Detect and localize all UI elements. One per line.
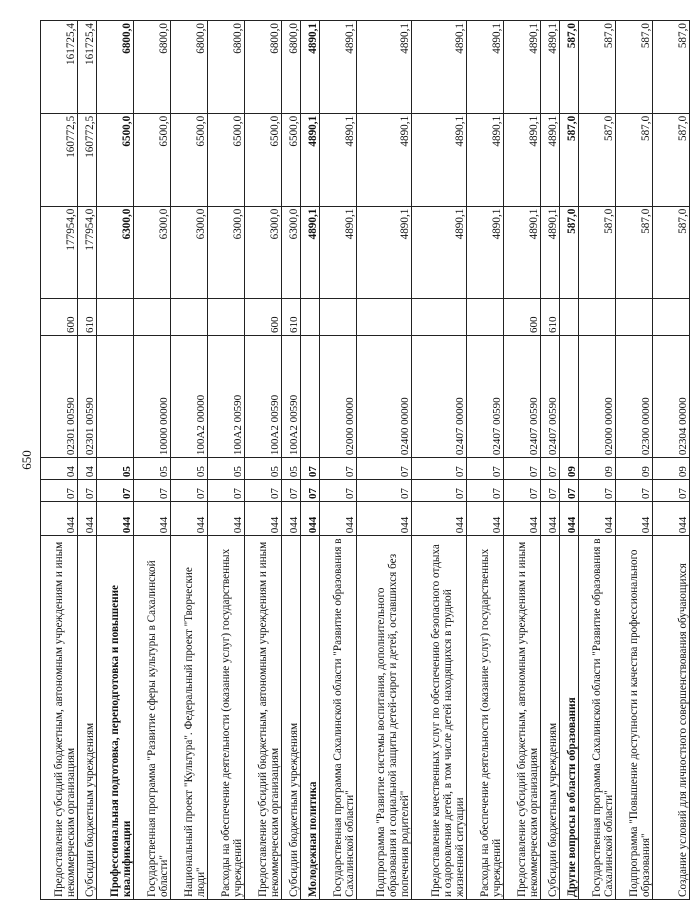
amount-year3-cell: 4890,1 bbox=[412, 21, 467, 114]
amount-year2-cell: 6500,0 bbox=[134, 113, 171, 206]
amount-year2-cell: 4890,1 bbox=[541, 113, 560, 206]
amount-year2-cell: 160772,5 bbox=[78, 113, 97, 206]
section-code-cell: 07 bbox=[208, 480, 245, 502]
amount-year3-cell: 161725,4 bbox=[41, 21, 78, 114]
table-row bbox=[208, 21, 245, 900]
target-article-cell: 02300 00000 bbox=[616, 336, 653, 458]
amount-year2-cell: 160772,5 bbox=[41, 113, 78, 206]
amount-year3-cell: 4890,1 bbox=[467, 21, 504, 114]
target-article-cell: 02301 00590 bbox=[78, 336, 97, 458]
target-article-cell: 02407 00590 bbox=[467, 336, 504, 458]
subsection-code-cell: 09 bbox=[616, 458, 653, 480]
expense-type-cell bbox=[171, 299, 208, 336]
section-code-cell: 07 bbox=[412, 480, 467, 502]
amount-year1-cell: 4890,1 bbox=[504, 206, 541, 299]
amount-year3-cell: 161725,4 bbox=[78, 21, 97, 114]
expense-type-cell bbox=[616, 299, 653, 336]
subsection-code-cell: 05 bbox=[245, 458, 282, 480]
amount-year3-cell: 4890,1 bbox=[320, 21, 357, 114]
amount-year3-cell: 587,0 bbox=[653, 21, 690, 114]
expense-type-cell: 610 bbox=[282, 299, 301, 336]
row-name-cell: Предоставление субсидий бюджетным, автономным учреждениям и иным некоммерческим организациям bbox=[245, 536, 282, 900]
row-name-cell: Создание условий для личностного совершенствования обучающихся bbox=[653, 536, 690, 900]
ministry-code-cell: 044 bbox=[208, 502, 245, 536]
budget-table-body bbox=[41, 21, 690, 900]
ministry-code-cell: 044 bbox=[245, 502, 282, 536]
amount-year2-cell: 587,0 bbox=[560, 113, 579, 206]
section-code-cell: 07 bbox=[171, 480, 208, 502]
subsection-code-cell: 09 bbox=[579, 458, 616, 480]
amount-year2-cell: 4890,1 bbox=[301, 113, 320, 206]
table-row bbox=[97, 21, 134, 900]
ministry-code-cell: 044 bbox=[653, 502, 690, 536]
row-name-cell: Профессиональная подготовка, переподготовка и повышение квалификации bbox=[97, 536, 134, 900]
table-row bbox=[560, 21, 579, 900]
subsection-code-cell: 05 bbox=[282, 458, 301, 480]
expense-type-cell bbox=[412, 299, 467, 336]
expense-type-cell: 600 bbox=[504, 299, 541, 336]
amount-year1-cell: 6300,0 bbox=[282, 206, 301, 299]
row-name-cell: Предоставление качественных услуг по обеспечению безопасного отдыха и оздоровления детей, в том числе детей находящихся в трудной жизненной ситуации bbox=[412, 536, 467, 900]
expense-type-cell: 610 bbox=[541, 299, 560, 336]
table-row bbox=[579, 21, 616, 900]
expense-type-cell bbox=[97, 299, 134, 336]
subsection-code-cell: 07 bbox=[504, 458, 541, 480]
section-code-cell: 07 bbox=[616, 480, 653, 502]
ministry-code-cell: 044 bbox=[467, 502, 504, 536]
target-article-cell: 100А2 00590 bbox=[282, 336, 301, 458]
ministry-code-cell: 044 bbox=[282, 502, 301, 536]
table-row bbox=[541, 21, 560, 900]
subsection-code-cell: 07 bbox=[541, 458, 560, 480]
target-article-cell: 100А2 00590 bbox=[208, 336, 245, 458]
amount-year2-cell: 587,0 bbox=[579, 113, 616, 206]
amount-year2-cell: 587,0 bbox=[616, 113, 653, 206]
amount-year3-cell: 6800,0 bbox=[208, 21, 245, 114]
target-article-cell: 02000 00000 bbox=[320, 336, 357, 458]
section-code-cell: 07 bbox=[467, 480, 504, 502]
expense-type-cell: 600 bbox=[245, 299, 282, 336]
target-article-cell: 02407 00000 bbox=[412, 336, 467, 458]
section-code-cell: 07 bbox=[301, 480, 320, 502]
row-name-cell: Другие вопросы в области образования bbox=[560, 536, 579, 900]
amount-year1-cell: 6300,0 bbox=[171, 206, 208, 299]
amount-year1-cell: 6300,0 bbox=[134, 206, 171, 299]
ministry-code-cell: 044 bbox=[560, 502, 579, 536]
amount-year3-cell: 6800,0 bbox=[97, 21, 134, 114]
target-article-cell: 02304 00000 bbox=[653, 336, 690, 458]
row-name-cell: Предоставление субсидий бюджетным, автономным учреждениям и иным некоммерческим организациям bbox=[41, 536, 78, 900]
amount-year1-cell: 587,0 bbox=[616, 206, 653, 299]
table-row bbox=[412, 21, 467, 900]
subsection-code-cell: 05 bbox=[171, 458, 208, 480]
ministry-code-cell: 044 bbox=[171, 502, 208, 536]
amount-year3-cell: 4890,1 bbox=[357, 21, 412, 114]
expense-type-cell bbox=[320, 299, 357, 336]
row-name-cell: Государственная программа Сахалинской области "Развитие образования в Сахалинской области" bbox=[579, 536, 616, 900]
target-article-cell bbox=[560, 336, 579, 458]
amount-year1-cell: 177954,0 bbox=[78, 206, 97, 299]
amount-year1-cell: 4890,1 bbox=[357, 206, 412, 299]
amount-year3-cell: 4890,1 bbox=[504, 21, 541, 114]
expense-type-cell: 600 bbox=[41, 299, 78, 336]
expense-type-cell bbox=[653, 299, 690, 336]
amount-year2-cell: 6500,0 bbox=[171, 113, 208, 206]
section-code-cell: 07 bbox=[78, 480, 97, 502]
table-row bbox=[282, 21, 301, 900]
table-row bbox=[504, 21, 541, 900]
table-row bbox=[41, 21, 78, 900]
amount-year3-cell: 587,0 bbox=[560, 21, 579, 114]
ministry-code-cell: 044 bbox=[134, 502, 171, 536]
section-code-cell: 07 bbox=[282, 480, 301, 502]
expense-type-cell bbox=[560, 299, 579, 336]
amount-year1-cell: 6300,0 bbox=[208, 206, 245, 299]
amount-year3-cell: 587,0 bbox=[616, 21, 653, 114]
row-name-cell: Государственная программа "Развитие сферы культуры в Сахалинской области" bbox=[134, 536, 171, 900]
amount-year2-cell: 4890,1 bbox=[504, 113, 541, 206]
amount-year1-cell: 4890,1 bbox=[467, 206, 504, 299]
target-article-cell: 02400 00000 bbox=[357, 336, 412, 458]
amount-year1-cell: 6300,0 bbox=[97, 206, 134, 299]
row-name-cell: Предоставление субсидий бюджетным, автономным учреждениям и иным некоммерческим организациям bbox=[504, 536, 541, 900]
target-article-cell: 02000 00000 bbox=[579, 336, 616, 458]
subsection-code-cell: 04 bbox=[41, 458, 78, 480]
subsection-code-cell: 09 bbox=[560, 458, 579, 480]
amount-year3-cell: 587,0 bbox=[579, 21, 616, 114]
amount-year1-cell: 4890,1 bbox=[541, 206, 560, 299]
section-code-cell: 07 bbox=[41, 480, 78, 502]
expense-type-cell bbox=[467, 299, 504, 336]
target-article-cell: 100А2 00000 bbox=[171, 336, 208, 458]
amount-year2-cell: 4890,1 bbox=[357, 113, 412, 206]
table-row bbox=[245, 21, 282, 900]
section-code-cell: 07 bbox=[579, 480, 616, 502]
section-code-cell: 07 bbox=[541, 480, 560, 502]
section-code-cell: 07 bbox=[320, 480, 357, 502]
expense-type-cell: 610 bbox=[78, 299, 97, 336]
budget-table bbox=[40, 20, 690, 900]
expense-type-cell bbox=[208, 299, 245, 336]
ministry-code-cell: 044 bbox=[97, 502, 134, 536]
section-code-cell: 07 bbox=[504, 480, 541, 502]
section-code-cell: 07 bbox=[653, 480, 690, 502]
table-row bbox=[301, 21, 320, 900]
table-row bbox=[78, 21, 97, 900]
table-row bbox=[653, 21, 690, 900]
ministry-code-cell: 044 bbox=[504, 502, 541, 536]
amount-year1-cell: 587,0 bbox=[560, 206, 579, 299]
row-name-cell: Расходы на обеспечение деятельности (оказание услуг) государственных учреждений bbox=[208, 536, 245, 900]
section-code-cell: 07 bbox=[245, 480, 282, 502]
amount-year2-cell: 6500,0 bbox=[282, 113, 301, 206]
table-row bbox=[467, 21, 504, 900]
expense-type-cell bbox=[301, 299, 320, 336]
table-row bbox=[357, 21, 412, 900]
amount-year3-cell: 6800,0 bbox=[245, 21, 282, 114]
amount-year3-cell: 6800,0 bbox=[134, 21, 171, 114]
table-row bbox=[616, 21, 653, 900]
amount-year2-cell: 587,0 bbox=[653, 113, 690, 206]
amount-year3-cell: 6800,0 bbox=[282, 21, 301, 114]
subsection-code-cell: 07 bbox=[467, 458, 504, 480]
target-article-cell bbox=[301, 336, 320, 458]
rotated-document-page bbox=[14, 20, 689, 900]
target-article-cell bbox=[97, 336, 134, 458]
amount-year1-cell: 4890,1 bbox=[301, 206, 320, 299]
target-article-cell: 02407 00590 bbox=[541, 336, 560, 458]
expense-type-cell bbox=[134, 299, 171, 336]
amount-year2-cell: 4890,1 bbox=[412, 113, 467, 206]
ministry-code-cell: 044 bbox=[412, 502, 467, 536]
amount-year3-cell: 4890,1 bbox=[301, 21, 320, 114]
amount-year2-cell: 6500,0 bbox=[97, 113, 134, 206]
row-name-cell: Расходы на обеспечение деятельности (оказание услуг) государственных учреждений bbox=[467, 536, 504, 900]
amount-year2-cell: 6500,0 bbox=[208, 113, 245, 206]
target-article-cell: 100А2 00590 bbox=[245, 336, 282, 458]
section-code-cell: 07 bbox=[134, 480, 171, 502]
page-number: 650 bbox=[19, 450, 34, 470]
subsection-code-cell: 05 bbox=[134, 458, 171, 480]
row-name-cell: Молодежная политика bbox=[301, 536, 320, 900]
row-name-cell: Субсидии бюджетным учреждениям bbox=[282, 536, 301, 900]
target-article-cell: 02301 00590 bbox=[41, 336, 78, 458]
expense-type-cell bbox=[579, 299, 616, 336]
ministry-code-cell: 044 bbox=[541, 502, 560, 536]
amount-year1-cell: 587,0 bbox=[579, 206, 616, 299]
amount-year1-cell: 4890,1 bbox=[320, 206, 357, 299]
ministry-code-cell: 044 bbox=[301, 502, 320, 536]
amount-year1-cell: 177954,0 bbox=[41, 206, 78, 299]
table-row bbox=[320, 21, 357, 900]
ministry-code-cell: 044 bbox=[78, 502, 97, 536]
amount-year1-cell: 587,0 bbox=[653, 206, 690, 299]
ministry-code-cell: 044 bbox=[579, 502, 616, 536]
ministry-code-cell: 044 bbox=[320, 502, 357, 536]
amount-year1-cell: 4890,1 bbox=[412, 206, 467, 299]
subsection-code-cell: 07 bbox=[412, 458, 467, 480]
amount-year2-cell: 6500,0 bbox=[245, 113, 282, 206]
row-name-cell: Субсидии бюджетным учреждениям bbox=[78, 536, 97, 900]
subsection-code-cell: 07 bbox=[320, 458, 357, 480]
target-article-cell: 02407 00590 bbox=[504, 336, 541, 458]
subsection-code-cell: 04 bbox=[78, 458, 97, 480]
subsection-code-cell: 07 bbox=[357, 458, 412, 480]
row-name-cell: Государственная программа Сахалинской области "Развитие образования в Сахалинской области" bbox=[320, 536, 357, 900]
section-code-cell: 07 bbox=[97, 480, 134, 502]
subsection-code-cell: 05 bbox=[97, 458, 134, 480]
row-name-cell: Национальный проект "Культура". Федеральный проект "Творческие люди" bbox=[171, 536, 208, 900]
expense-type-cell bbox=[357, 299, 412, 336]
amount-year2-cell: 4890,1 bbox=[467, 113, 504, 206]
target-article-cell: 10000 00000 bbox=[134, 336, 171, 458]
ministry-code-cell: 044 bbox=[41, 502, 78, 536]
row-name-cell: Подпрограмма "Развитие системы воспитания, дополнительного образования и социальной защиты детей-сирот и детей, оставшихся без попечения родителей" bbox=[357, 536, 412, 900]
subsection-code-cell: 07 bbox=[301, 458, 320, 480]
amount-year2-cell: 4890,1 bbox=[320, 113, 357, 206]
ministry-code-cell: 044 bbox=[616, 502, 653, 536]
subsection-code-cell: 09 bbox=[653, 458, 690, 480]
section-code-cell: 07 bbox=[560, 480, 579, 502]
row-name-cell: Субсидии бюджетным учреждениям bbox=[541, 536, 560, 900]
row-name-cell: Подпрограмма "Повышение доступности и качества профессионального образования" bbox=[616, 536, 653, 900]
table-row bbox=[134, 21, 171, 900]
subsection-code-cell: 05 bbox=[208, 458, 245, 480]
table-row bbox=[171, 21, 208, 900]
amount-year3-cell: 4890,1 bbox=[541, 21, 560, 114]
amount-year3-cell: 6800,0 bbox=[171, 21, 208, 114]
section-code-cell: 07 bbox=[357, 480, 412, 502]
amount-year1-cell: 6300,0 bbox=[245, 206, 282, 299]
ministry-code-cell: 044 bbox=[357, 502, 412, 536]
